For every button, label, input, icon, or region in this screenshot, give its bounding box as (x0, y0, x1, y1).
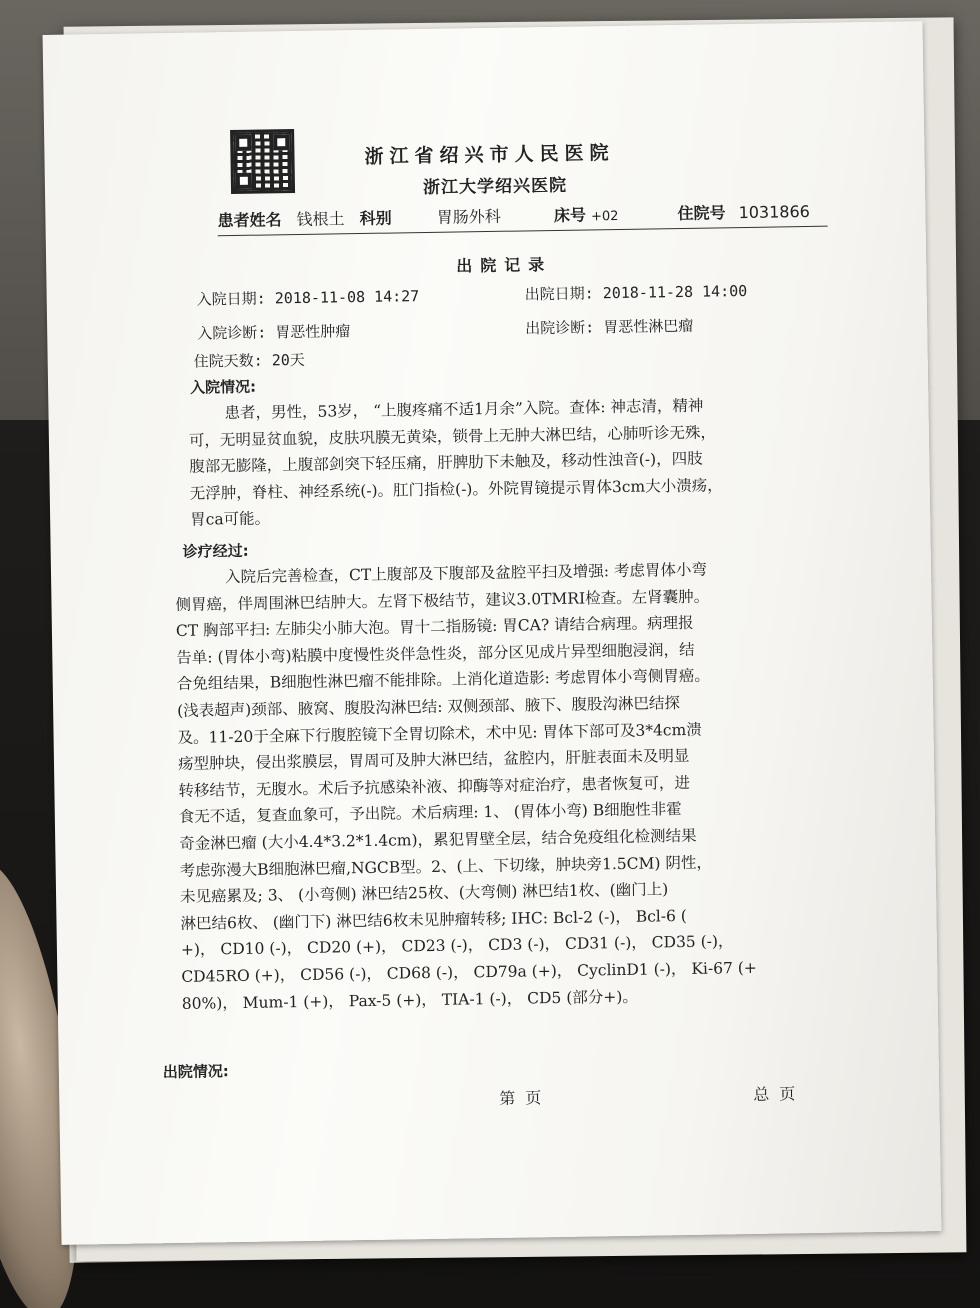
patient-info-bar (217, 199, 827, 237)
text-line: 80%)， Mum-1 (+)， Pax-5 (+)， TIA-1 (-)， CD5 (部分+)。 (181, 987, 638, 1013)
admission-number-label: 住院号 (677, 203, 726, 224)
text-line: 未见癌累及; 3、 (小弯侧) 淋巴结25枚、(大弯侧) 淋巴结1枚、(幽门上) (179, 880, 669, 907)
discharge-record-page (43, 21, 942, 1245)
patient-name-label: 患者姓名 (217, 210, 282, 231)
discharge-heading: 出院情况: (162, 1062, 229, 1082)
text-line: (浅表超声)颈部、腋窝、腹股沟淋巴结: 双侧颈部、腋下、腹股沟淋巴结探 (177, 694, 681, 720)
hospital-name: 浙江省绍兴市人民医院 (364, 142, 615, 168)
page-title: 出院记录 (456, 255, 553, 276)
text-line: +)， CD10 (-)， CD20 (+)， CD23 (-)， CD3 (-)， CD31 (-)， CD35 (-)， (180, 932, 734, 960)
course-heading: 诊疗经过: (182, 541, 249, 561)
admission-heading: 入院情况: (189, 377, 257, 397)
text-line: 及。11-20于全麻下行腹腔镜下全胃切除术，术中见: 胃体下部可及3*4cm溃 (177, 720, 702, 747)
bed-value: +02 (590, 208, 619, 225)
patient-name-value: 钱根土 (296, 209, 345, 230)
text-line: 告单: (胃体小弯)粘膜中度慢性炎伴急性炎，部分区见成片异型细胞浸润，结 (176, 640, 695, 667)
text-line: 无浮肿，脊柱、神经系统(-)。肛门指检(-)。外院胃镜提示胃体3cm大小溃疡， (189, 476, 723, 503)
text-line: 胃ca可能。 (190, 509, 271, 530)
hospital-subtitle: 浙江大学绍兴医院 (422, 175, 568, 199)
text-line: 侧胃癌，伴周围淋巴结肿大。左肾下极结节，建议3.0TMRI检查。左肾囊肿。 (175, 587, 710, 614)
admission-text (188, 392, 723, 533)
admit-diagnosis: 入院诊断: 胃恶性肿瘤 (197, 322, 351, 343)
page-number: 第页 (499, 1088, 552, 1108)
total-pages: 总页 (753, 1084, 806, 1104)
admit-date: 入院日期: 2018-11-08 14:27 (196, 287, 420, 309)
qr-code-icon (230, 129, 295, 194)
stay-days: 住院天数: 20天 (193, 350, 305, 371)
text-line: 合免组结果，B细胞性淋巴瘤不能排除。上消化道造影: 考虑胃体小弯侧胃癌。 (176, 666, 710, 694)
text-line: 可，无明显贫血貌，皮肤巩膜无黄染，锁骨上无肿大淋巴结，心肺听诊无殊， (188, 423, 717, 450)
text-line: 患者，男性，53岁， “上腹疼痛不适1月余”入院。查体: 神志清，精神 (224, 396, 704, 423)
discharge-diagnosis: 出院诊断: 胃恶性淋巴瘤 (525, 316, 694, 338)
discharge-date: 出院日期: 2018-11-28 14:00 (524, 281, 748, 304)
text-line: CT 胸部平扫: 左肺尖小肺大泡。胃十二指肠镜: 胃CA? 请结合病理。病理报 (175, 614, 694, 641)
text-line: 淋巴结6枚、 (幽门下) 淋巴结6枚未见肿瘤转移; IHC: Bcl-2 (-)， Bcl-6 ( (180, 906, 687, 933)
text-line: 奇金淋巴瘤 (大小4.4*3.2*1.4cm)，累犯胃壁全层，结合免疫组化检测结果 (179, 826, 697, 853)
text-line: 考虑弥漫大B细胞淋巴瘤,NGCB型。2、(上、下切缘，肿块旁1.5CM) 阴性， (179, 853, 713, 880)
text-line: 转移结节，无腹水。术后予抗感染补液、抑酶等对症治疗，患者恢复可，进 (178, 773, 691, 800)
text-line: 疡型肿块，侵出浆膜层，胃周可及肿大淋巴结，盆腔内，肝脏表面未及明显 (177, 747, 690, 774)
course-text (175, 556, 758, 1017)
text-line: 食无不适，复查血象可，予出院。术后病理: 1、 (胃体小弯) B细胞性非霍 (178, 800, 682, 827)
bed-label: 床号 (553, 205, 587, 225)
department-value: 胃肠外科 (436, 206, 501, 227)
department-label: 科别 (359, 208, 392, 229)
text-line: 腹部无膨隆，上腹部剑突下轻压痛，肝脾肋下未触及，移动性浊音(-)，四肢 (189, 449, 703, 476)
admission-number-value: 1031866 (738, 201, 811, 223)
text-line: 入院后完善检查，CT上腹部及下腹部及盆腔平扫及增强: 考虑胃体小弯 (224, 560, 708, 587)
text-line: CD45RO (+)， CD56 (-)， CD68 (-)， CD79a (+)， CyclinD1 (-)， Ki-67 (+ (181, 958, 757, 986)
